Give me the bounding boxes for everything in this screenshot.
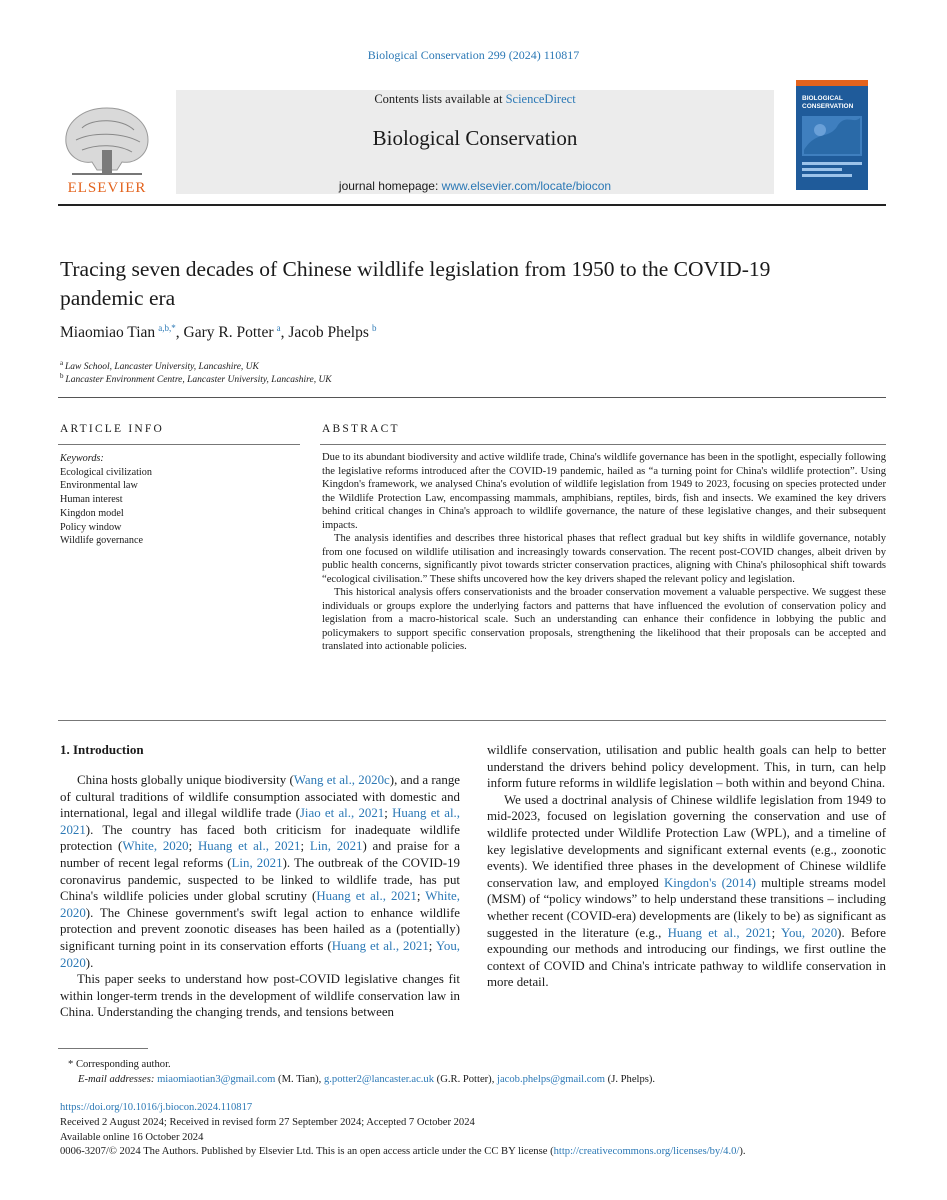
elsevier-wordmark: ELSEVIER	[67, 180, 147, 196]
section-heading-introduction: 1. Introduction	[60, 742, 144, 757]
abstract-paragraph: This historical analysis offers conservationists and the broader conservation movement a valuable perspective. We suggest these individuals or groups explore the underlying factors and patterns that have influenced the evolution of conservation policy and legislation from a macro-historical scale. Such an understanding can enhance their confidence in lobbying the public and policymakers to support specific conservation proposals, strengthening the likelihood that their proposals can be accepted and translated into actionable policies.	[322, 587, 886, 652]
email-owner: (M. Tian),	[275, 1074, 324, 1085]
keyword: Environmental law	[60, 480, 138, 492]
citation-link[interactable]: Lin, 2021	[309, 839, 363, 854]
body-text: ), and a range of cultural traditions of wildlife consumption associated with domestic and international, legal and illegal wildlife trade (	[60, 773, 460, 821]
affiliation-mark: a	[60, 359, 64, 367]
body-text: ). Before expounding our methods and introducing our findings, we first outline the context of COVID and China's intricate pathway to wildlife conservation in more detail.	[487, 925, 887, 990]
abstract-paragraph: The analysis identifies and describes three historical phases that reflect gradual but key shifts in wildlife governance, notably from one focused on wildlife utilisation and increasingly towards conservation. The recent post-COVID changes, albeit driven by public health concerns, significantly pivot towards stricter conservation practices, aligning with China's philosophical shift towards “ecological civilisation.” These shifts uncovered how the key drivers shaped the relevant policy and legislation.	[322, 533, 886, 585]
journal-citation[interactable]: Biological Conservation 299 (2024) 110817	[367, 48, 580, 62]
homepage-prefix: journal homepage:	[338, 179, 442, 193]
journal-cover-icon	[796, 80, 868, 190]
author-list: Miaomiao Tian $^{a,b,*}$, Gary R. Potter $^a$, Jacob Phelps $^b$	[60, 323, 377, 342]
body-text: ). The country has faced both criticism for inadequate wildlife protection (	[60, 822, 460, 854]
article-title: Tracing seven decades of Chinese wildlife legislation from 1950 to the COVID-19 pandemic era	[60, 257, 771, 310]
header-rule	[58, 204, 886, 206]
citation-link[interactable]: Huang et al., 2021	[667, 925, 772, 940]
elsevier-tree-icon	[52, 88, 162, 198]
body-text: multiple streams model (MSM) of “policy windows” to help understand these transitions – including whether recent (COVID-era) developments are (likely to be) as significant as suggested in the literature (e.g.,	[487, 875, 887, 940]
body-paragraph	[487, 792, 886, 991]
doi-link[interactable]: https://doi.org/10.1016/j.biocon.2024.110817	[60, 1102, 253, 1113]
affiliation-text: Law School, Lancaster University, Lancashire, UK	[65, 362, 259, 373]
author-affiliation-mark[interactable]: a	[276, 323, 281, 333]
article-info-rule	[58, 444, 300, 445]
citation-link[interactable]: Kingdon's (2014)	[663, 875, 756, 890]
copyright-notice	[60, 1146, 900, 1157]
keyword: Wildlife governance	[60, 535, 144, 547]
received-dates: Received 2 August 2024; Received in revised form 27 September 2024; Accepted 7 October 2024	[60, 1117, 475, 1128]
footnote-rule	[58, 1048, 148, 1049]
cover-text-1: BIOLOGICAL	[802, 95, 843, 102]
body-text: ;	[384, 806, 393, 821]
corresponding-author-note: * Corresponding author.	[68, 1059, 171, 1070]
journal-homepage	[176, 179, 774, 193]
body-text: ).	[85, 955, 94, 970]
author-name: Gary R. Potter	[183, 324, 274, 342]
affiliation	[60, 359, 259, 372]
affiliation-text: Lancaster Environment Centre, Lancaster University, Lancashire, UK	[65, 375, 332, 386]
keyword: Policy window	[60, 521, 122, 533]
contents-line	[176, 92, 774, 107]
body-text: ). The Chinese government's swift legal action to enhance wildlife protection and prevent zoonotic diseases has been hailed as a (potentially) significant turning point in its conservation efforts (	[60, 905, 460, 953]
contents-prefix: Contents lists available at	[374, 92, 506, 106]
author-affiliation-mark[interactable]: b	[372, 323, 377, 333]
author-name: Jacob Phelps	[288, 324, 369, 342]
keywords-label: Keywords:	[60, 453, 104, 464]
citation-link[interactable]: Huang et al., 2021	[197, 839, 301, 854]
email-addresses	[78, 1074, 898, 1085]
body-text: ) and praise for a number of recent legal reforms (	[60, 839, 460, 870]
citation-link[interactable]: Huang et al., 2021	[316, 889, 417, 904]
body-paragraph	[60, 971, 460, 1021]
section-rule	[58, 397, 886, 398]
affiliation	[60, 372, 332, 385]
abstract-paragraph: Due to its abundant biodiversity and active wildlife trade, China's wildlife governance has been in the spotlight, especially following the legislative reforms introduced after the COVID-19 pandemic, hailed as “a turning point for China's wildlife protection”. Using Kingdon's framework, we analysed China's evolution of wildlife legislation from 1949 to 2023, focusing on species protected under the Wildlife Protection Law, encompassing mammals, amphibians, reptiles, birds, fish and insects. We examined the key drivers behind critical changes in China's approach to wildlife governance, the nature of these legislative changes, and their subsequent impacts.	[322, 452, 886, 531]
abstract-rule	[320, 444, 886, 445]
journal-cover-image[interactable]	[796, 80, 868, 190]
author-affiliation-mark[interactable]: a,b,*	[158, 323, 176, 333]
keyword: Kingdon model	[60, 507, 124, 519]
body-text: ;	[300, 839, 310, 854]
copyright-text: 0006-3207/© 2024 The Authors. Published by Elsevier Ltd. This is an open access article under the CC BY license (	[60, 1146, 554, 1157]
body-text: China hosts globally unique biodiversity (	[77, 773, 294, 787]
body-text: ;	[428, 938, 436, 953]
keywords-block	[60, 452, 300, 548]
abstract-end-rule	[58, 720, 886, 721]
email-link[interactable]: miaomiaotian3@gmail.com	[157, 1074, 276, 1085]
body-column-left	[60, 772, 460, 1021]
keyword: Human interest	[60, 494, 123, 506]
abstract-heading: ABSTRACT	[322, 423, 400, 435]
cover-text-2: CONSERVATION	[802, 103, 854, 110]
body-column-right	[487, 742, 886, 991]
email-owner: (J. Phelps).	[605, 1074, 656, 1085]
available-online-date: Available online 16 October 2024	[60, 1132, 204, 1143]
email-label: E-mail addresses:	[78, 1074, 158, 1085]
citation-link[interactable]: You, 2020	[780, 925, 838, 940]
citation-link[interactable]: Huang et al., 2021	[60, 806, 460, 837]
body-text: ;	[771, 925, 781, 940]
email-link[interactable]: g.potter2@lancaster.ac.uk	[323, 1074, 435, 1085]
license-link[interactable]: http://creativecommons.org/licenses/by/4.0/	[553, 1146, 740, 1157]
body-text: We used a doctrinal analysis of Chinese wildlife legislation from 1949 to mid-2023, focused on legislation governing the conservation and use of wildlife protected under Wildlife Protection Law (WPL), and a timeline of key legislative developments and significant external events (e.g., zoonotic events). We identified three phases in the development of Chinese wildlife conservation law, and employed	[487, 792, 886, 890]
body-text: This paper seeks to understand how post-COVID legislative changes fit within longer-term trends in the development of wildlife conservation law in China. Understanding the changing trends, and tensions between	[60, 972, 460, 1020]
keyword: Ecological civilization	[60, 466, 152, 478]
email-owner: (G.R. Potter),	[434, 1074, 497, 1085]
elsevier-logo[interactable]	[52, 88, 162, 198]
homepage-link[interactable]: www.elsevier.com/locate/biocon	[441, 179, 612, 193]
journal-title: Biological Conservation	[372, 126, 578, 150]
body-text: wildlife conservation, utilisation and public health goals can help to better understand the drivers behind policy development. This, in turn, can help inform future reforms in wildlife legislation – both within and beyond China.	[487, 743, 886, 791]
citation-link[interactable]: Jiao et al., 2021	[299, 806, 385, 821]
body-paragraph	[487, 742, 886, 792]
journal-header	[176, 90, 774, 194]
affiliation-mark: b	[60, 372, 64, 380]
citation-link[interactable]: White, 2020	[122, 839, 189, 854]
copyright-suffix: ).	[739, 1146, 746, 1157]
article-info-heading: ARTICLE INFO	[60, 423, 164, 435]
body-text: ;	[188, 839, 198, 854]
body-text: ;	[416, 889, 426, 904]
body-text: ). The outbreak of the COVID-19 coronavirus pandemic, suspected to be linked to wildlife trade, has put China's wildlife policies under global scrutiny (	[60, 855, 460, 904]
author-name: Miaomiao Tian	[60, 324, 156, 342]
email-link[interactable]: jacob.phelps@gmail.com	[497, 1074, 606, 1085]
abstract-body	[322, 451, 886, 654]
citation-link[interactable]: Huang et al., 2021	[331, 938, 429, 953]
citation-link[interactable]: You, 2020	[60, 938, 461, 970]
citation-link[interactable]: Lin, 2021	[231, 855, 283, 870]
sciencedirect-link[interactable]: ScienceDirect	[505, 92, 576, 106]
citation-link[interactable]: Wang et al., 2020c	[293, 773, 390, 787]
citation-link[interactable]: White, 2020	[60, 889, 460, 920]
body-paragraph	[60, 772, 460, 971]
